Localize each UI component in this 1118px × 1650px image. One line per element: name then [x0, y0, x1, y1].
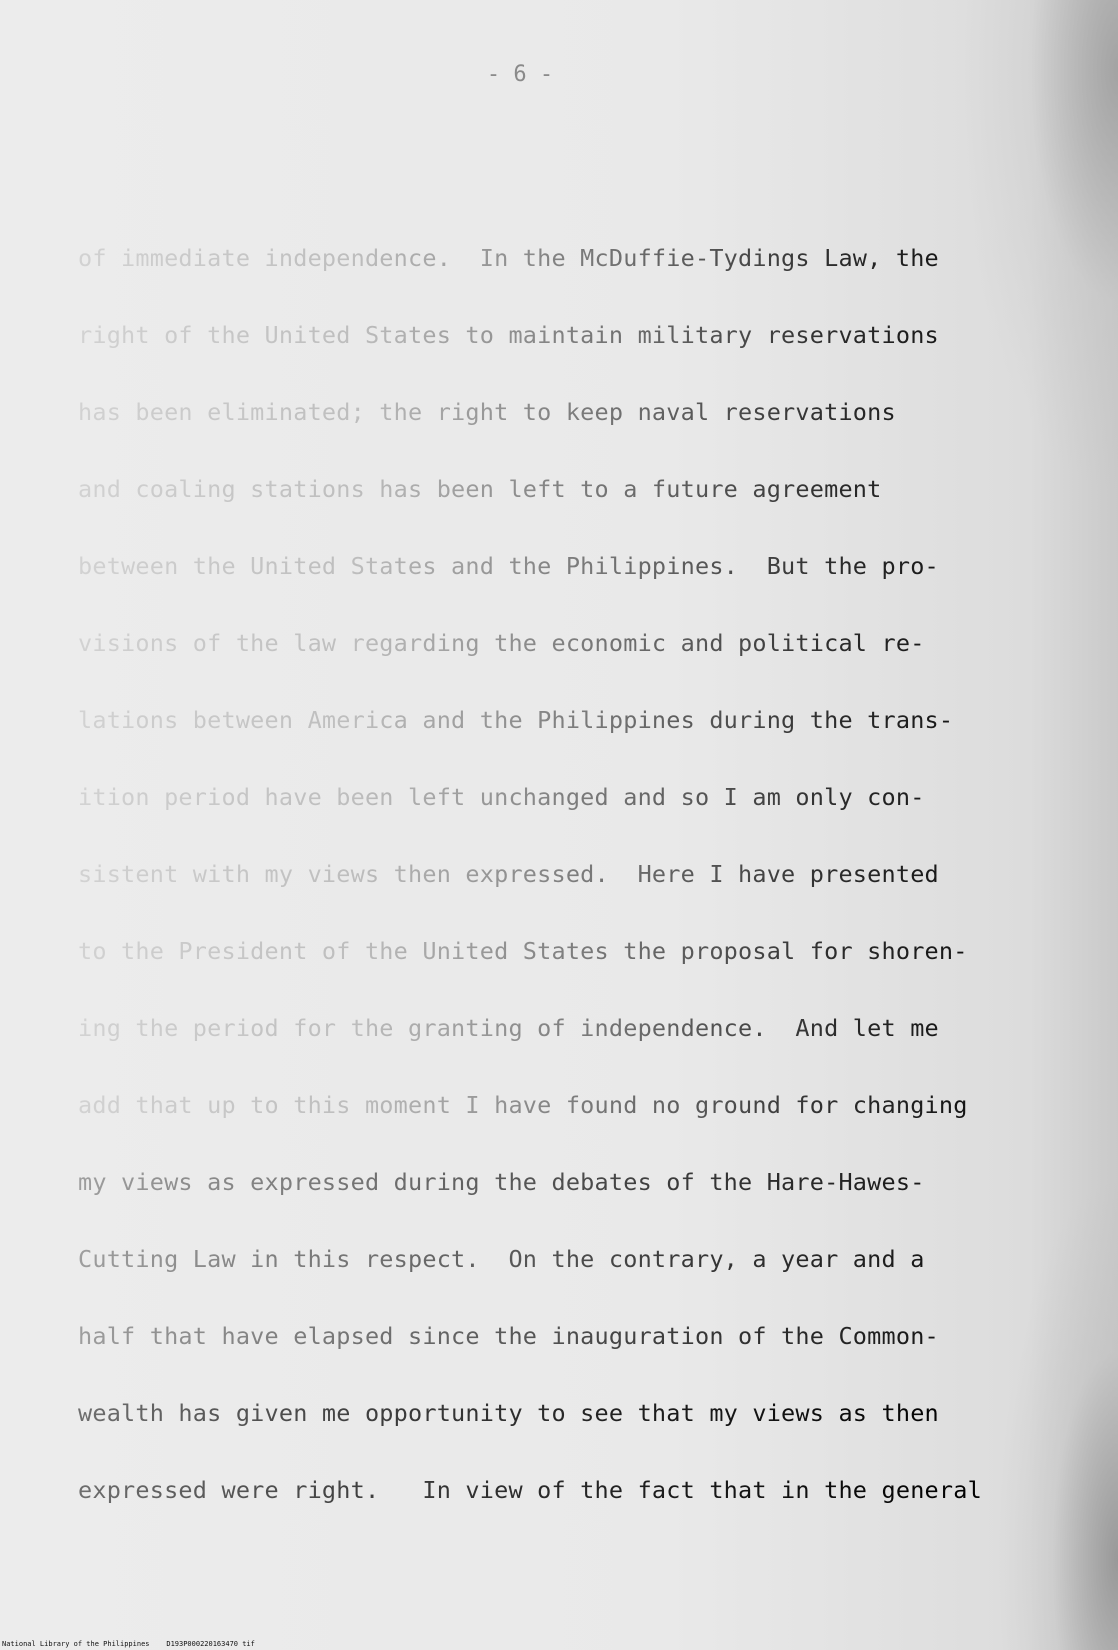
text-line: ing the period for the granting of independence. And let me — [78, 1010, 1078, 1087]
text-line: half that have elapsed since the inauguration of the Common- — [78, 1318, 1078, 1395]
text-line: wealth has given me opportunity to see that my views as then — [78, 1395, 1078, 1472]
text-line: right of the United States to maintain military reservations — [78, 317, 1078, 394]
text-line: add that up to this moment I have found no ground for changing — [78, 1087, 1078, 1164]
text-line: and coaling stations has been left to a future agreement — [78, 471, 1078, 548]
body-text — [78, 240, 1078, 1549]
text-line: lations between America and the Philippines during the trans- — [78, 702, 1078, 779]
text-line: Cutting Law in this respect. On the contrary, a year and a — [78, 1241, 1078, 1318]
text-line: expressed were right. In view of the fact that in the general — [78, 1472, 1078, 1549]
text-line: between the United States and the Philippines. But the pro- — [78, 548, 1078, 625]
text-line: sistent with my views then expressed. Here I have presented — [78, 856, 1078, 933]
page-number: - 6 - — [486, 62, 554, 87]
text-line: has been eliminated; the right to keep naval reservations — [78, 394, 1078, 471]
text-line: to the President of the United States the proposal for shoren- — [78, 933, 1078, 1010]
text-line: ition period have been left unchanged and so I am only con- — [78, 779, 1078, 856]
text-line: visions of the law regarding the economic and political re- — [78, 625, 1078, 702]
archive-credit: National Library of the Philippines D193P000220163470 tif — [2, 1640, 255, 1648]
text-line: of immediate independence. In the McDuffie-Tydings Law, the — [78, 240, 1078, 317]
text-line: my views as expressed during the debates of the Hare-Hawes- — [78, 1164, 1078, 1241]
